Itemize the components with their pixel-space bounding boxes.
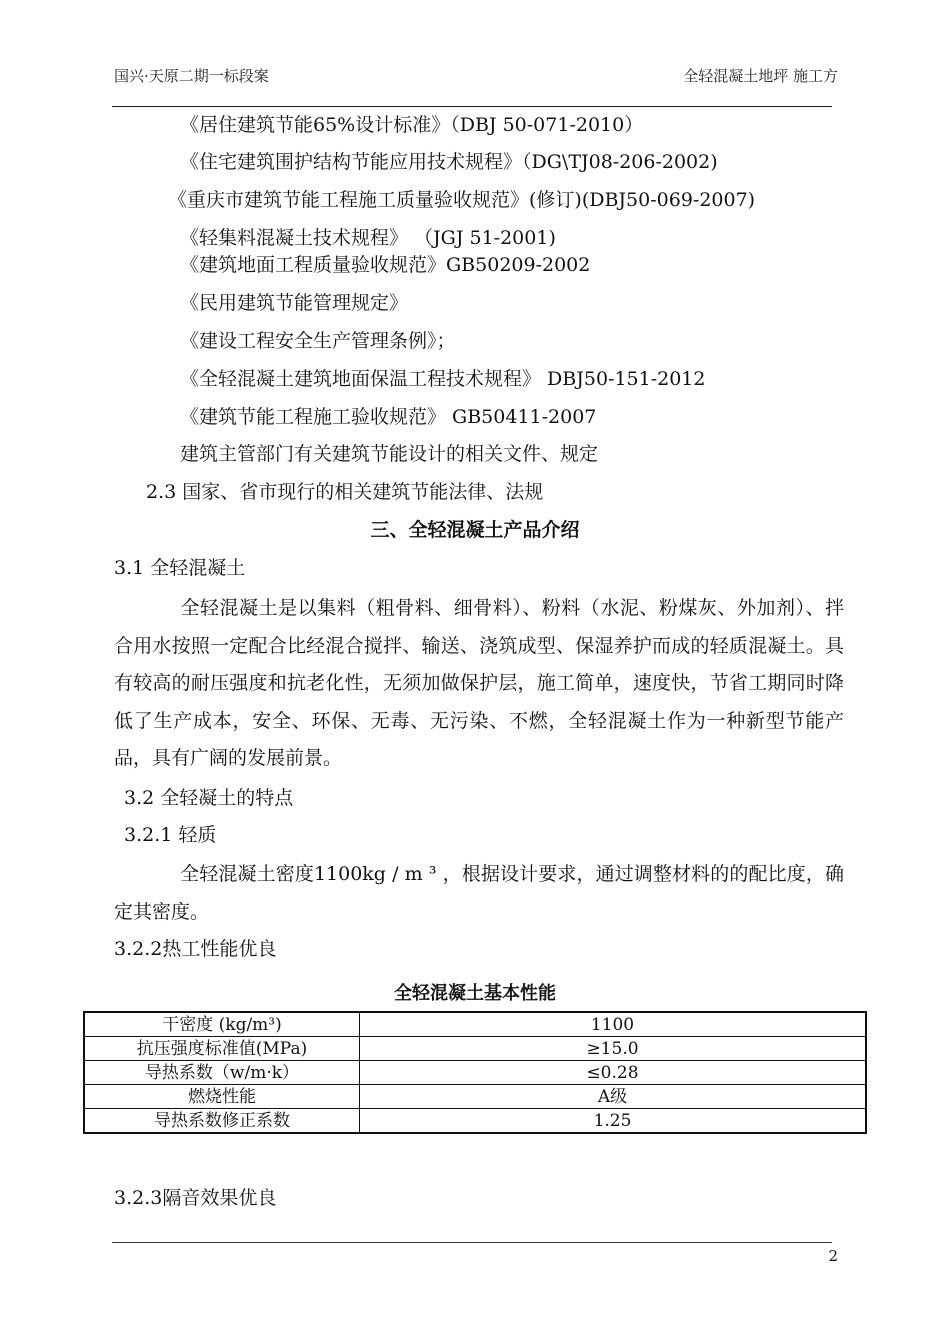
section-3-2-heading: 3.2 全轻凝土的特点 [124,787,294,809]
table-row [84,1037,866,1061]
header-divider [112,106,832,107]
header-left-text: 国兴·天原二期一标段案 [114,67,269,85]
ref-item: 《民用建筑节能管理规定》 [180,292,409,314]
section-3-2-2-heading: 3.2.2热工性能优良 [114,938,277,960]
header-right-text: 全轻混凝土地坪 施工方 [683,67,838,85]
ref-item: 《建筑节能工程施工验收规范》 GB50411-2007 [180,406,597,428]
table-cell-property: 导热系数（w/m·k） [84,1061,360,1085]
section-3-title: 三、全轻混凝土产品介绍 [370,519,580,541]
table-cell-value: ≤0.28 [360,1061,867,1085]
page-number: 2 [828,1247,838,1265]
table-caption: 全轻混凝土基本性能 [394,983,556,1004]
section-3-1-paragraph [114,590,844,778]
table-row [84,1109,866,1134]
section-2-3-heading: 2.3 国家、省市现行的相关建筑节能法律、法规 [146,481,544,503]
section-3-2-1-heading: 3.2.1 轻质 [124,824,217,846]
table-cell-value: ≥15.0 [360,1037,867,1061]
table-cell-property: 燃烧性能 [84,1085,360,1109]
table-cell-property: 导热系数修正系数 [84,1109,360,1134]
section-3-1-text: 全轻混凝土是以集料（粗骨料、细骨料）、粉料（水泥、粉煤灰、外加剂）、拌合用水按照一定配合比经混合搅拌、输送、浇筑成型、保湿养护而成的轻质混凝土。具有较高的耐压强度和抗老化性，无须加做保护层，施工简单，速度快，节省工期同时降低了生产成本，安全、环保、无毒、无污染、不燃，全轻混凝土作为一种新型节能产品，具有广阔的发展前景。 [114,597,844,769]
section-3-2-1-paragraph [114,856,844,931]
ref-item: 《住宅建筑围护结构节能应用技术规程》（DG\TJ08-206-2002) [180,151,718,173]
section-3-1-heading: 3.1 全轻混凝土 [114,557,246,579]
ref-item: 《居住建筑节能65%设计标准》（DBJ 50-071-2010） [180,114,644,136]
table-cell-property: 干密度 (kg/m³) [84,1012,360,1037]
table-cell-property: 抗压强度标准值(MPa) [84,1037,360,1061]
ref-item: 《建筑地面工程质量验收规范》GB50209-2002 [180,254,591,276]
ref-item: 《轻集料混凝土技术规程》 （JGJ 51-2001) [180,227,556,249]
ref-item: 建筑主管部门有关建筑节能设计的相关文件、规定 [180,443,599,465]
ref-item: 《重庆市建筑节能工程施工质量验收规范》(修订)(DBJ50-069-2007) [168,189,756,211]
section-3-2-3-heading: 3.2.3隔音效果优良 [114,1187,277,1209]
table-cell-value: A级 [360,1085,867,1109]
ref-item: 《建设工程安全生产管理条例》； [180,330,456,352]
ref-item: 《全轻混凝土建筑地面保温工程技术规程》 DBJ50-151-2012 [180,368,706,390]
table-row [84,1085,866,1109]
table-cell-value: 1.25 [360,1109,867,1134]
section-3-2-1-text: 全轻混凝土密度1100kg / m ³ ，根据设计要求，通过调整材料的的配比度，确定其密度。 [114,863,844,923]
footer-divider [112,1242,832,1243]
performance-table [83,1011,867,1134]
table-cell-value: 1100 [360,1012,867,1037]
table-row [84,1061,866,1085]
table-row [84,1012,866,1037]
